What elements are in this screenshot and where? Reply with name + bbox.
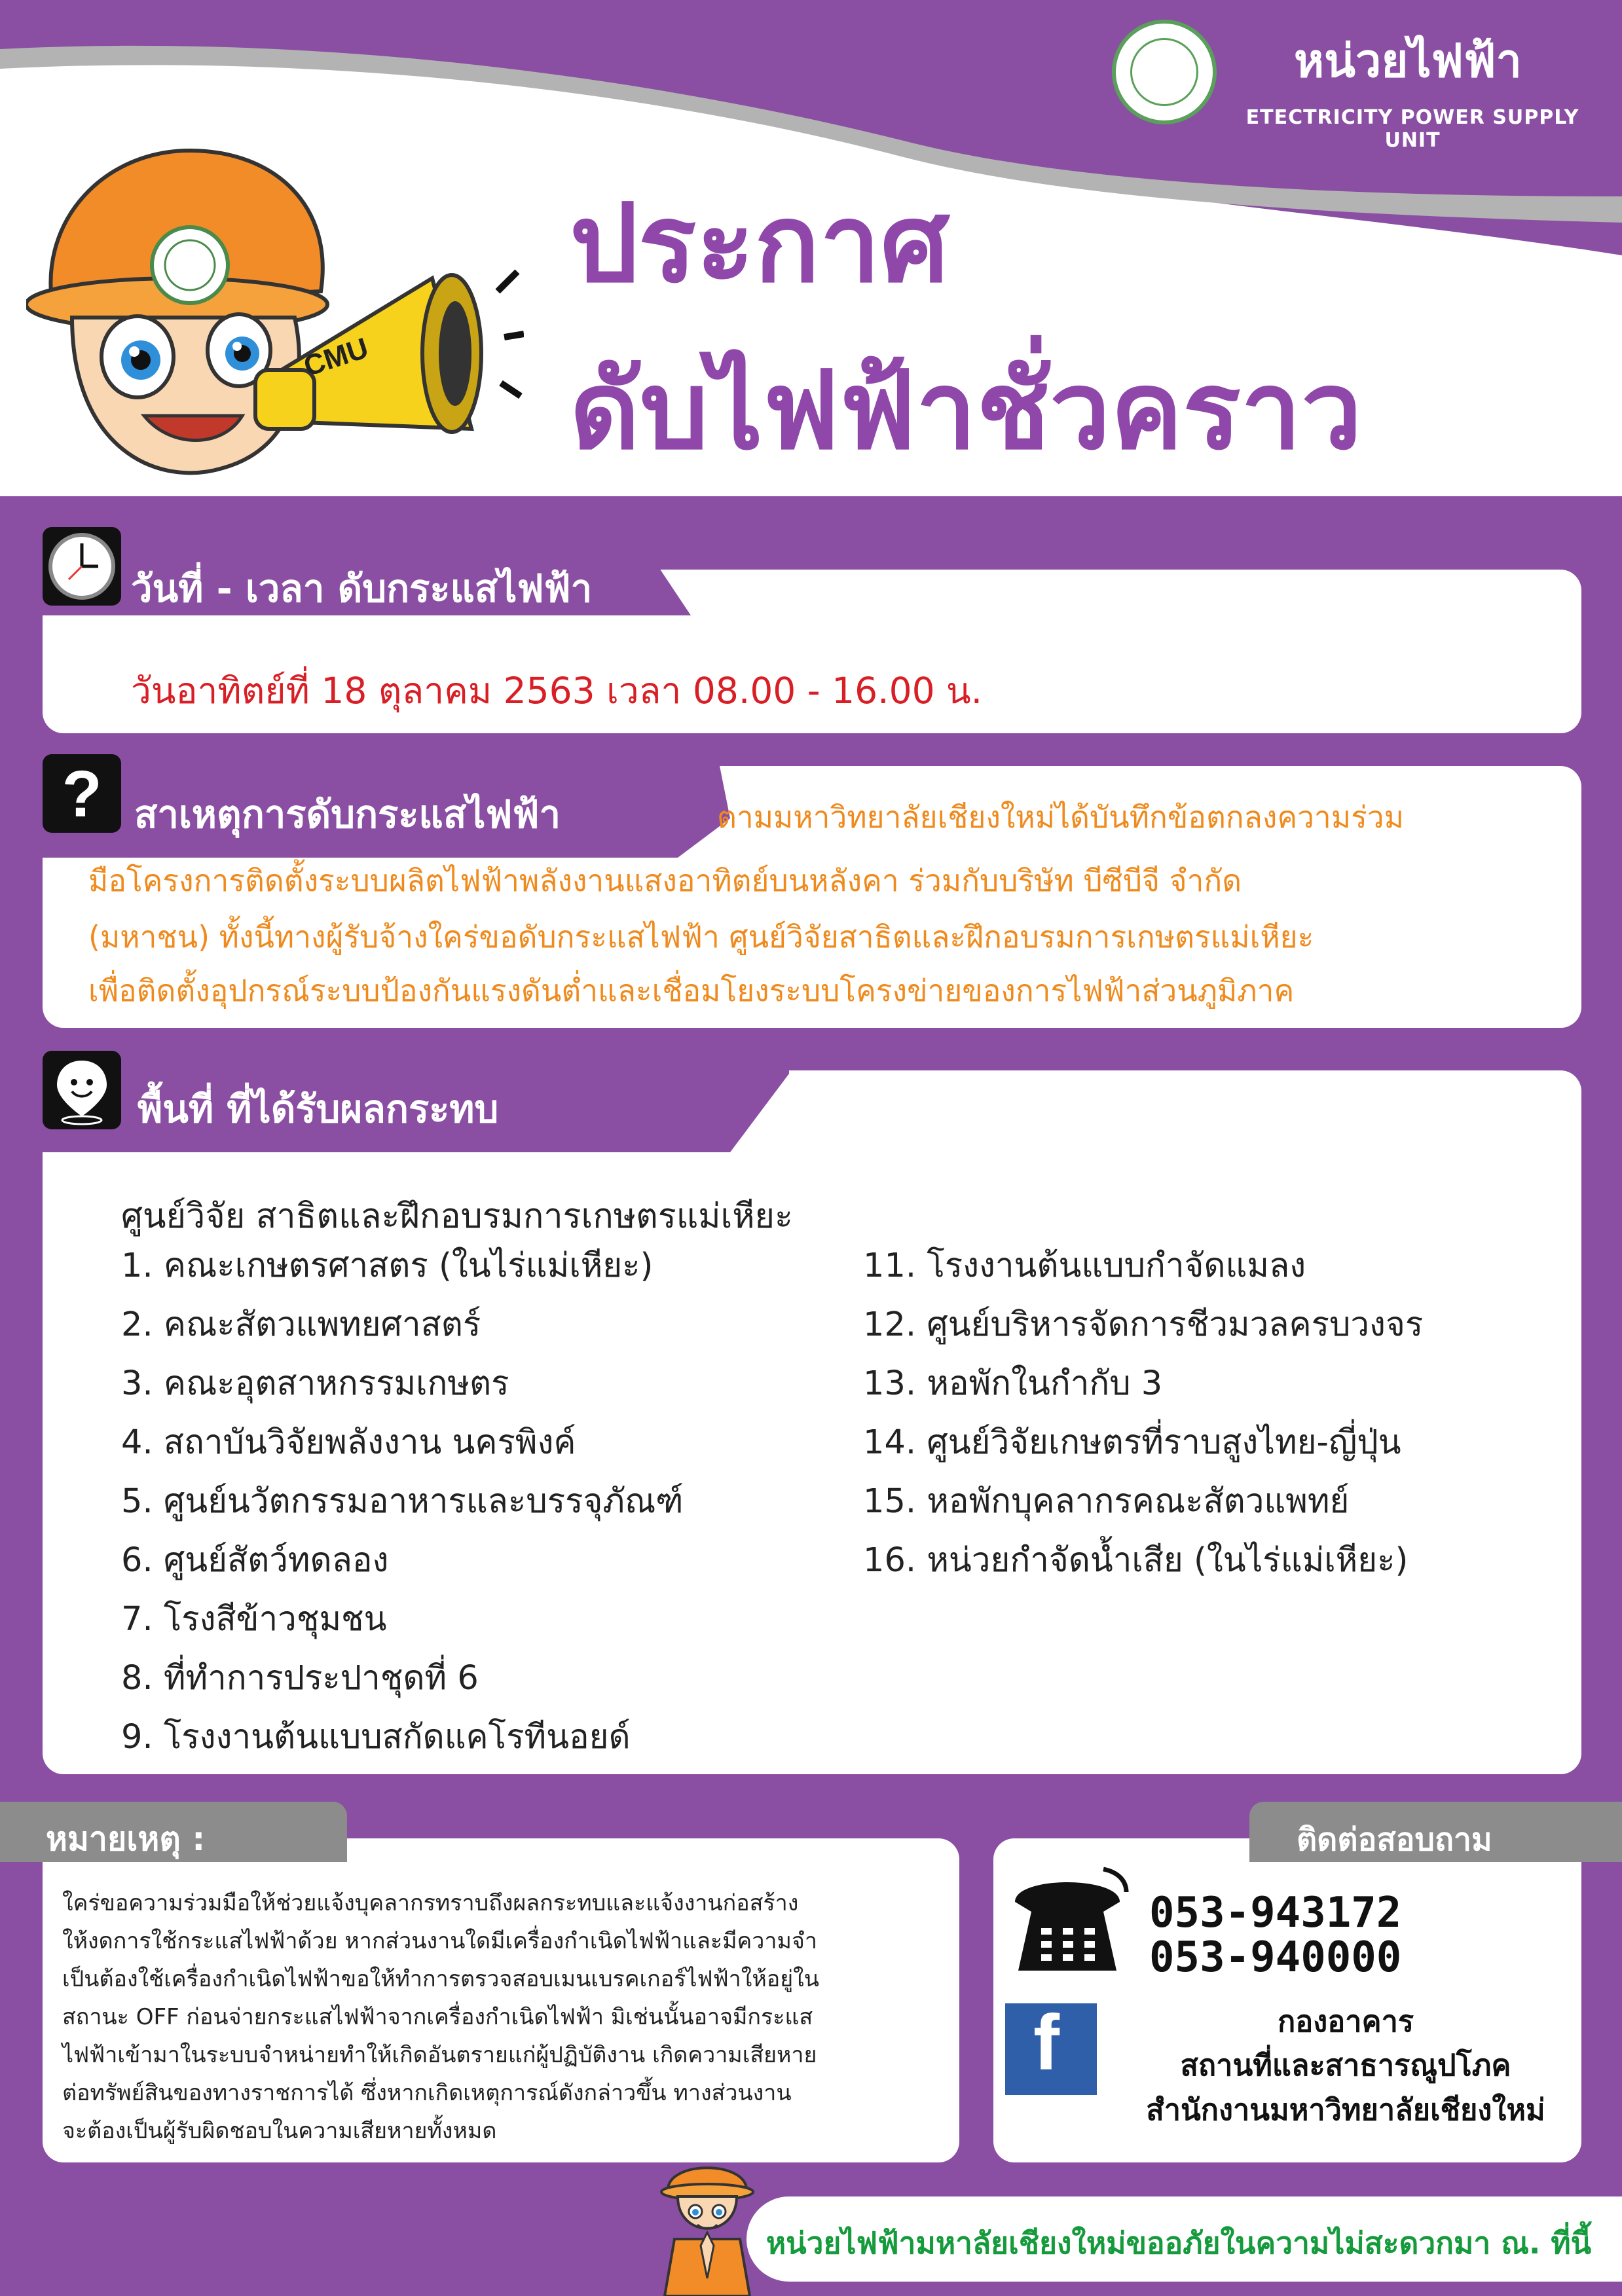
phone-number[interactable]: 053-940000 — [1149, 1933, 1402, 1982]
area-item: 1. คณะเกษตรศาสตร (ในไร่แม่เหียะ) — [121, 1247, 654, 1285]
unit-subtitle: ETECTRICITY POWER SUPPLY UNIT — [1245, 106, 1579, 152]
note-line: ต่อทรัพย์สินของทางราชการได้ ซึ่งหากเกิดเหตุการณ์ดังกล่าวขึ้น ทางส่วนงาน — [62, 2080, 792, 2106]
telephone-icon — [1005, 1856, 1130, 1980]
area-item: 6. ศูนย์สัตว์ทดลอง — [121, 1541, 389, 1580]
note-line: เป็นต้องใช้เครื่องกำเนิดไฟฟ้าขอให้ทำการตรวจสอบเมนเบรคเกอร์ไฟฟ้าให้อยู่ใน — [62, 1966, 819, 1992]
area-item: 14. ศูนย์วิจัยเกษตรที่ราบสูงไทย-ญี่ปุ่น — [863, 1423, 1401, 1462]
reason-line: มือโครงการติดตั้งระบบผลิตไฟฟ้าพลังงานแสงอาทิตย์บนหลังคา ร่วมกับบริษัท บีซีบีจี จำกัด — [88, 863, 1242, 898]
note-line: ใคร่ขอความร่วมมือให้ช่วยแจ้งบุคลากรทราบถึงผลกระทบและแจ้งงานก่อสร้าง — [62, 1890, 799, 1916]
outage-date-time: วันอาทิตย์ที่ 18 ตุลาคม 2563 เวลา 08.00 - 16.00 น. — [131, 670, 983, 712]
svg-text:?: ? — [62, 757, 102, 831]
area-item: 12. ศูนย์บริหารจัดการชีวมวลครบวงจร — [863, 1305, 1424, 1344]
area-item: 4. สถาบันวิจัยพลังงาน นครพิงค์ — [121, 1423, 576, 1462]
area-item: 2. คณะสัตวแพทยศาสตร์ — [121, 1305, 481, 1344]
area-item: 7. โรงสีข้าวชุมชน — [121, 1600, 387, 1639]
area-item: 9. โรงงานต้นแบบสกัดแคโรทีนอยด์ — [121, 1718, 631, 1757]
question-icon — [43, 754, 121, 833]
university-seal-logo — [1112, 20, 1217, 124]
area-item: 11. โรงงานต้นแบบกำจัดแมลง — [863, 1247, 1306, 1285]
area-item: 8. ที่ทำการประปาชุดที่ 6 — [121, 1659, 479, 1698]
announcement-title: ประกาศ — [570, 181, 949, 306]
unit-name: หน่วยไฟฟ้า — [1294, 34, 1522, 88]
facebook-letter: f — [1033, 1999, 1060, 2086]
area-item: 13. หอพักในกำกับ 3 — [863, 1364, 1163, 1403]
area-item: 15. หอพักบุคลากรคณะสัตวแพทย์ — [863, 1482, 1350, 1521]
reason-line: ตามมหาวิทยาลัยเชียงใหม่ได้บันทึกข้อตกลงความร่วม — [717, 799, 1404, 835]
date-heading: วันที่ - เวลา ดับกระแสไฟฟ้า — [131, 566, 593, 611]
note-heading: หมายเหตุ : — [46, 1820, 206, 1858]
reason-heading: สาเหตุการดับกระแสไฟฟ้า — [134, 792, 561, 837]
phone-number[interactable]: 053-943172 — [1149, 1889, 1402, 1937]
announcement-subtitle: ดับไฟฟ้าชั่วคราว — [570, 348, 1363, 473]
area-item: 3. คณะอุตสาหกรรมเกษตร — [121, 1364, 509, 1403]
mascot-bowing-illustration — [655, 2147, 760, 2296]
area-item: 16. หน่วยกำจัดน้ำเสีย (ในไร่แม่เหียะ) — [863, 1541, 1409, 1580]
footer-apology: หน่วยไฟฟ้ามหาลัยเชียงใหม่ขออภัยในความไม่สะดวกมา ณ. ที่นี้ — [765, 2225, 1592, 2261]
reason-line: (มหาชน) ทั้งนี้ทางผู้รับจ้างใคร่ขอดับกระแสไฟฟ้า ศูนย์วิจัยสาธิตและฝึกอบรมการเกษตรแม่เหียะ — [88, 919, 1314, 955]
megaphone-label: CMU — [299, 331, 373, 383]
department-line: สำนักงานมหาวิทยาลัยเชียงใหม่ — [1146, 2092, 1545, 2127]
reason-line: เพื่อติดตั้งอุปกรณ์ระบบป้องกันแรงดันต่ำและเชื่อมโยงระบบโครงข่ายของการไฟฟ้าส่วนภูมิภาค — [88, 973, 1295, 1008]
mascot-megaphone-illustration — [26, 141, 524, 494]
note-line: ให้งดการใช้กระแสไฟฟ้าด้วย หากส่วนงานใดมีเครื่องกำเนิดไฟฟ้าและมีความจำ — [62, 1928, 817, 1954]
note-panel — [43, 1838, 959, 2162]
area-heading: พื้นที่ ที่ได้รับผลกระทบ — [138, 1087, 499, 1131]
location-pin-icon — [43, 1051, 121, 1129]
note-line: ไฟฟ้าเข้ามาในระบบจำหน่ายทำให้เกิดอันตรายแก่ผู้ปฏิบัติงาน เกิดความเสียหาย — [62, 2042, 817, 2068]
note-line: จะต้องเป็นผู้รับผิดชอบในความเสียหายทั้งหมด — [62, 2118, 497, 2144]
note-line: สถานะ OFF ก่อนจ่ายกระแสไฟฟ้าจากเครื่องกำเนิดไฟฟ้า มิเช่นนั้นอาจมีกระแส — [62, 2004, 813, 2030]
clock-icon — [43, 527, 121, 606]
department-line: สถานที่และสาธารณูปโภค — [1180, 2048, 1511, 2083]
area-title: ศูนย์วิจัย สาธิตและฝึกอบรมการเกษตรแม่เหียะ — [121, 1197, 793, 1236]
contact-heading: ติดต่อสอบถาม — [1297, 1821, 1492, 1858]
department-line: กองอาคาร — [1277, 2004, 1414, 2039]
area-item: 5. ศูนย์นวัตกรรมอาหารและบรรจุภัณฑ์ — [121, 1482, 684, 1521]
